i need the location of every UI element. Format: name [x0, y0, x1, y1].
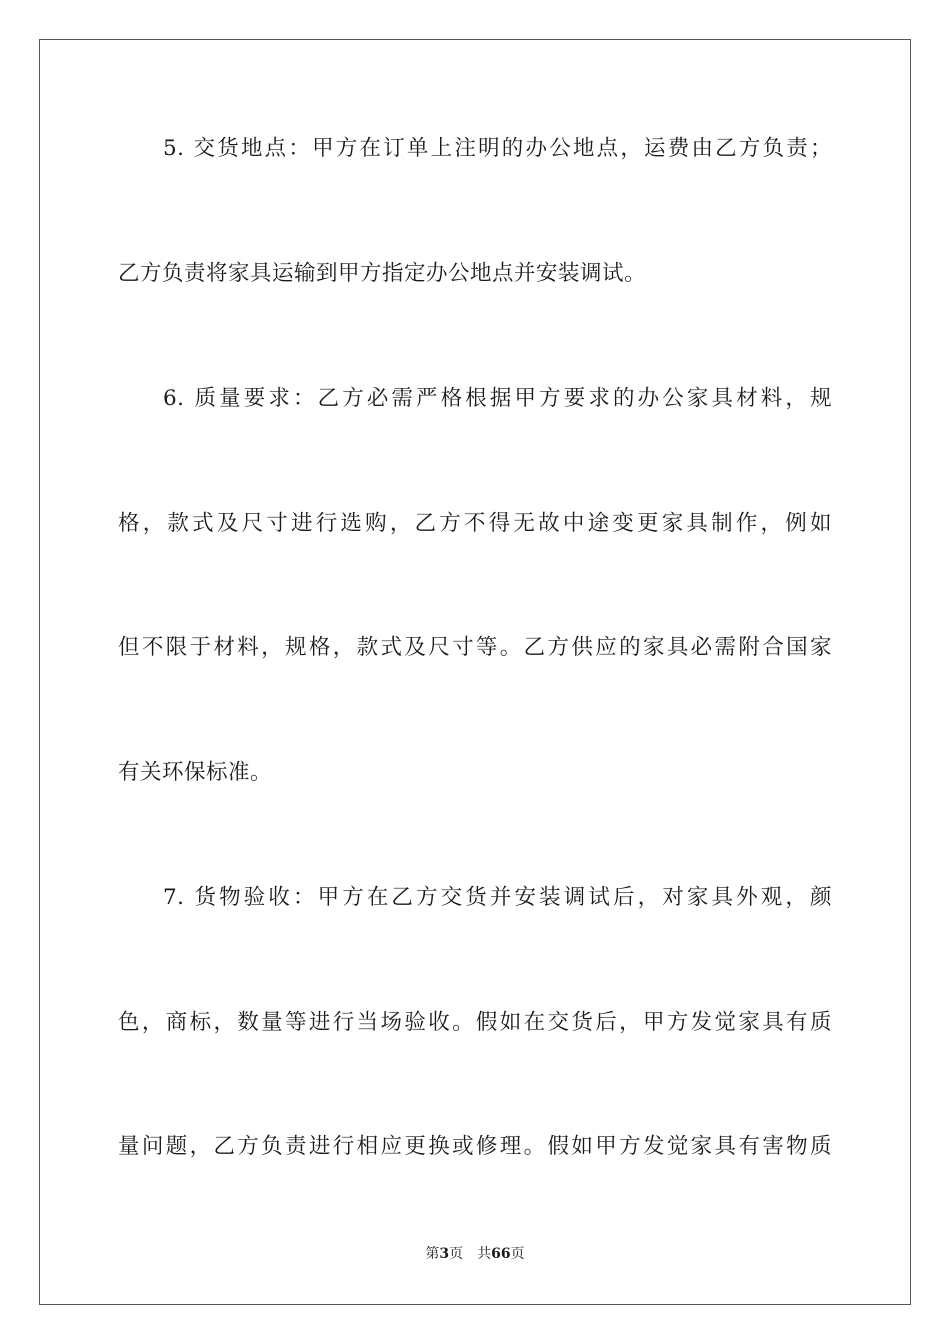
paragraph-7-line-2: 色，商标，数量等进行当场验收。假如在交货后，甲方发觉家具有质 — [118, 1010, 832, 1035]
paragraph-6-line-3: 但不限于材料，规格，款式及尺寸等。乙方供应的家具必需附合国家 — [118, 635, 832, 660]
total-suffix: 页 — [510, 1246, 525, 1262]
paragraph-5-line-1: 5. 交货地点：甲方在订单上注明的办公地点，运费由乙方负责； — [163, 136, 832, 161]
paragraph-5-line-2: 乙方负责将家具运输到甲方指定办公地点并安装调试。 — [118, 261, 647, 286]
page-footer — [0, 1244, 950, 1264]
page-number: 3 — [439, 1246, 450, 1262]
total-pages: 66 — [491, 1246, 511, 1262]
paragraph-6-line-1: 6. 质量要求：乙方必需严格根据甲方要求的办公家具材料，规 — [163, 386, 832, 411]
paragraph-7-line-1: 7. 货物验收：甲方在乙方交货并安装调试后，对家具外观，颜 — [163, 885, 832, 910]
paragraph-7-line-3: 量问题，乙方负责进行相应更换或修理。假如甲方发觉家具有害物质 — [118, 1134, 832, 1159]
total-prefix: 共 — [477, 1246, 492, 1262]
paragraph-6-line-4: 有关环保标准。 — [118, 760, 273, 785]
page-prefix: 第 — [425, 1246, 440, 1262]
page-suffix: 页 — [449, 1246, 464, 1262]
page-border — [39, 39, 911, 1305]
paragraph-6-line-2: 格，款式及尺寸进行选购，乙方不得无故中途变更家具制作，例如 — [118, 511, 832, 536]
